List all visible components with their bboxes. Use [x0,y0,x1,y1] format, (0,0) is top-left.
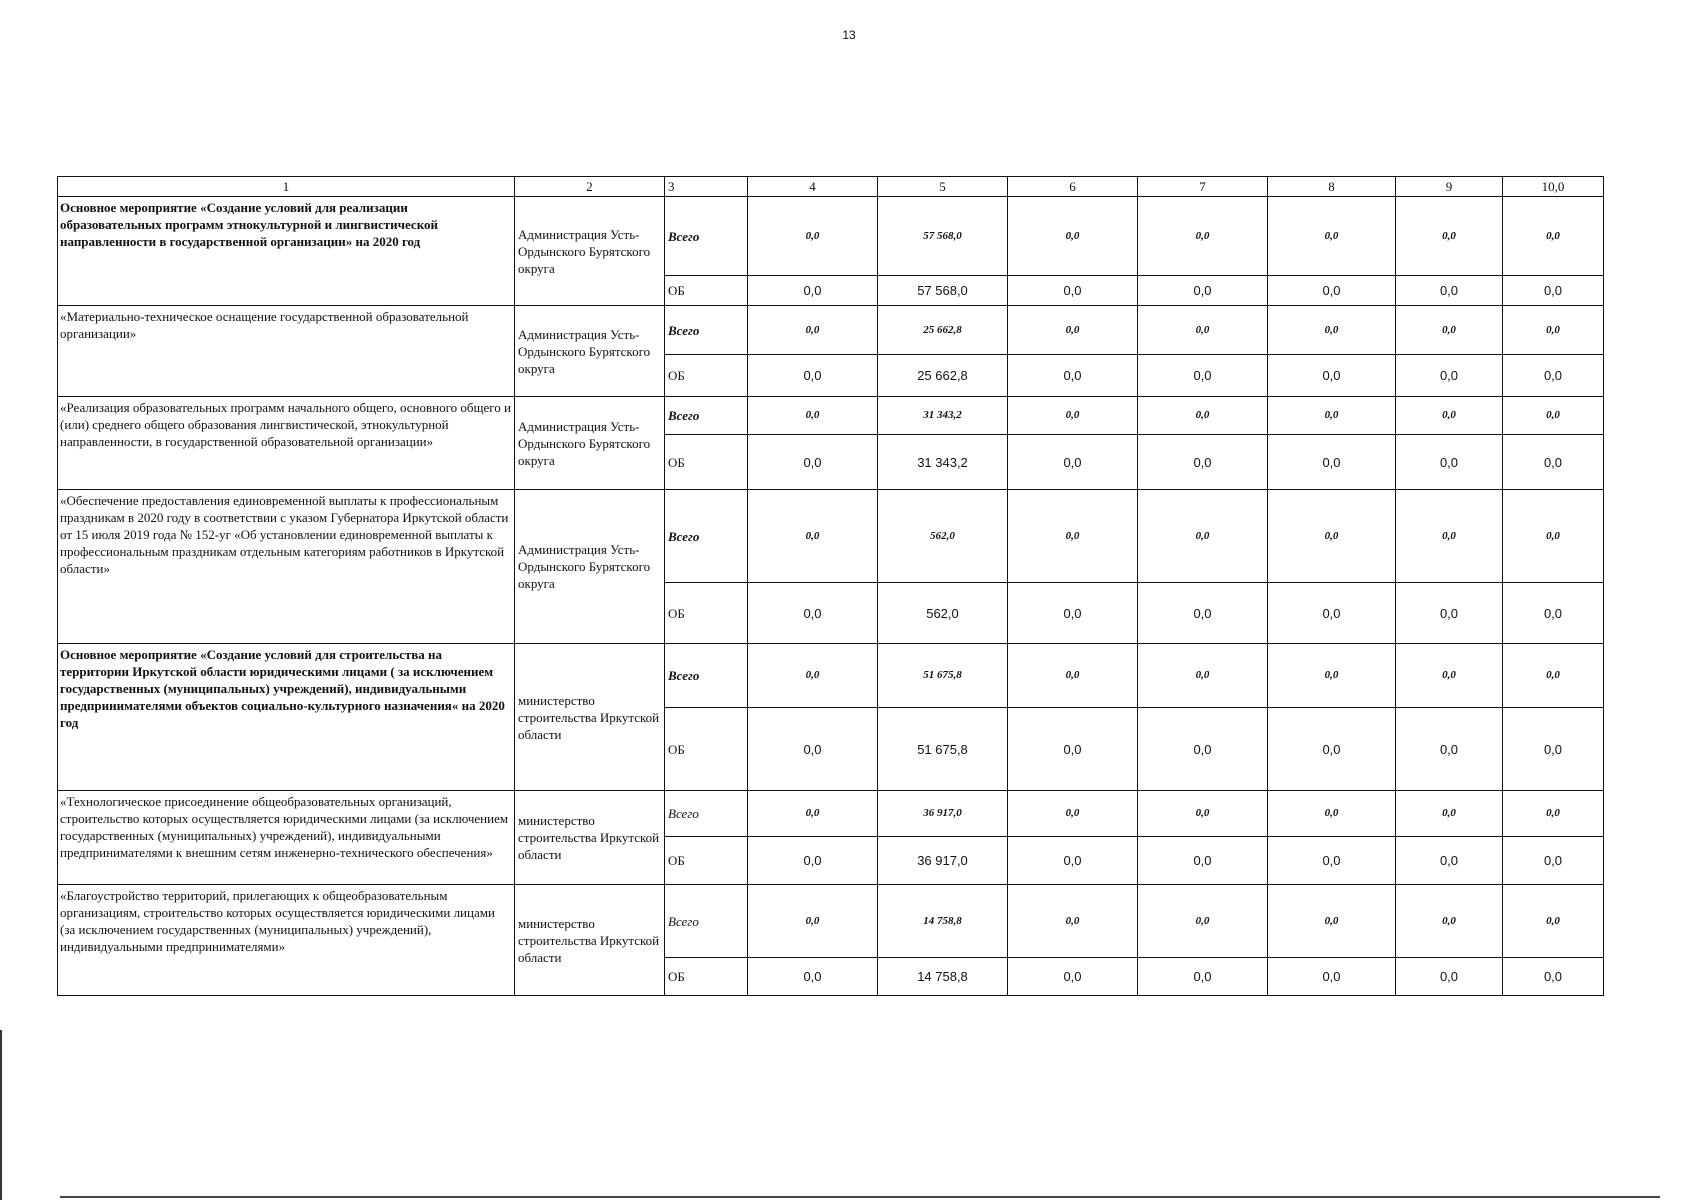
total-value-col-10: 0,0 [1503,306,1604,355]
budget-table [57,176,1604,996]
ob-value-col-8: 0,0 [1268,958,1396,996]
funding-source-total: Всего [665,644,748,708]
header-cell-3: 3 [665,177,748,197]
table-row [58,397,1604,435]
ob-value-col-8: 0,0 [1268,583,1396,644]
ob-value-col-6: 0,0 [1008,708,1138,791]
ob-value-col-8: 0,0 [1268,708,1396,791]
total-value-col-10: 0,0 [1503,791,1604,837]
ob-value-col-7: 0,0 [1138,355,1268,397]
ob-value-col-4: 0,0 [748,958,878,996]
table-row [58,885,1604,958]
ob-value-col-9: 0,0 [1396,708,1503,791]
ob-value-col-5: 562,0 [878,583,1008,644]
funding-source-total: Всего [665,490,748,583]
funding-source-ob: ОБ [665,583,748,644]
total-value-col-4: 0,0 [748,197,878,276]
total-value-col-9: 0,0 [1396,306,1503,355]
ob-value-col-8: 0,0 [1268,435,1396,490]
executor: министерство строительства Иркутской области [515,791,665,885]
page-number: 13 [842,28,856,42]
total-value-col-8: 0,0 [1268,397,1396,435]
total-value-col-8: 0,0 [1268,644,1396,708]
total-value-col-8: 0,0 [1268,885,1396,958]
total-value-col-10: 0,0 [1503,197,1604,276]
total-value-col-7: 0,0 [1138,885,1268,958]
total-value-col-10: 0,0 [1503,644,1604,708]
ob-value-col-9: 0,0 [1396,583,1503,644]
scan-bottom-rule [60,1196,1660,1198]
ob-value-col-7: 0,0 [1138,276,1268,306]
header-row [58,177,1604,197]
funding-source-total: Всего [665,197,748,276]
ob-value-col-10: 0,0 [1503,958,1604,996]
scan-left-rule [0,1030,2,1200]
header-cell-9: 9 [1396,177,1503,197]
total-value-col-6: 0,0 [1008,197,1138,276]
total-value-col-5: 562,0 [878,490,1008,583]
activity-title: «Технологическое присоединение общеобразовательных организаций, строительство которых осуществляется юридическими лицами (за исключением государственных (муниципальных) учреждений), индивидуальными предпринимателями к внешним сетям инженерно-технического обеспечения» [58,791,515,885]
ob-value-col-8: 0,0 [1268,837,1396,885]
total-value-col-7: 0,0 [1138,490,1268,583]
ob-value-col-6: 0,0 [1008,435,1138,490]
activity-title: Основное мероприятие «Создание условий для реализации образовательных программ этнокультурной и лингвистической направленности в государственной организации» на 2020 год [58,197,515,306]
total-value-col-6: 0,0 [1008,885,1138,958]
ob-value-col-7: 0,0 [1138,583,1268,644]
ob-value-col-7: 0,0 [1138,708,1268,791]
ob-value-col-10: 0,0 [1503,276,1604,306]
total-value-col-5: 14 758,8 [878,885,1008,958]
executor: Администрация Усть-Ордынского Бурятского округа [515,490,665,644]
total-value-col-7: 0,0 [1138,791,1268,837]
ob-value-col-4: 0,0 [748,583,878,644]
header-cell-2: 2 [515,177,665,197]
total-value-col-7: 0,0 [1138,306,1268,355]
ob-value-col-10: 0,0 [1503,435,1604,490]
executor: Администрация Усть-Ордынского Бурятского округа [515,306,665,397]
total-value-col-4: 0,0 [748,397,878,435]
total-value-col-5: 51 675,8 [878,644,1008,708]
total-value-col-9: 0,0 [1396,644,1503,708]
ob-value-col-10: 0,0 [1503,355,1604,397]
total-value-col-5: 31 343,2 [878,397,1008,435]
total-value-col-4: 0,0 [748,791,878,837]
total-value-col-9: 0,0 [1396,397,1503,435]
ob-value-col-10: 0,0 [1503,583,1604,644]
ob-value-col-4: 0,0 [748,837,878,885]
ob-value-col-6: 0,0 [1008,276,1138,306]
ob-value-col-4: 0,0 [748,708,878,791]
ob-value-col-5: 14 758,8 [878,958,1008,996]
executor: Администрация Усть-Ордынского Бурятского округа [515,197,665,306]
funding-source-ob: ОБ [665,355,748,397]
executor: министерство строительства Иркутской области [515,644,665,791]
total-value-col-10: 0,0 [1503,885,1604,958]
total-value-col-6: 0,0 [1008,490,1138,583]
ob-value-col-10: 0,0 [1503,837,1604,885]
ob-value-col-6: 0,0 [1008,583,1138,644]
total-value-col-8: 0,0 [1268,791,1396,837]
ob-value-col-8: 0,0 [1268,355,1396,397]
header-cell-4: 4 [748,177,878,197]
funding-source-total: Всего [665,885,748,958]
ob-value-col-5: 31 343,2 [878,435,1008,490]
funding-source-total: Всего [665,397,748,435]
total-value-col-8: 0,0 [1268,306,1396,355]
header-cell-6: 6 [1008,177,1138,197]
table-row [58,644,1604,708]
total-value-col-8: 0,0 [1268,490,1396,583]
total-value-col-4: 0,0 [748,644,878,708]
ob-value-col-9: 0,0 [1396,435,1503,490]
ob-value-col-6: 0,0 [1008,355,1138,397]
funding-source-ob: ОБ [665,837,748,885]
executor: министерство строительства Иркутской области [515,885,665,996]
funding-source-ob: ОБ [665,435,748,490]
header-cell-8: 8 [1268,177,1396,197]
header-cell-1: 1 [58,177,515,197]
ob-value-col-6: 0,0 [1008,958,1138,996]
total-value-col-5: 57 568,0 [878,197,1008,276]
funding-source-total: Всего [665,791,748,837]
header-cell-7: 7 [1138,177,1268,197]
total-value-col-5: 36 917,0 [878,791,1008,837]
total-value-col-7: 0,0 [1138,197,1268,276]
ob-value-col-5: 57 568,0 [878,276,1008,306]
ob-value-col-4: 0,0 [748,276,878,306]
funding-source-ob: ОБ [665,276,748,306]
ob-value-col-8: 0,0 [1268,276,1396,306]
header-cell-10: 10,0 [1503,177,1604,197]
ob-value-col-4: 0,0 [748,355,878,397]
ob-value-col-7: 0,0 [1138,435,1268,490]
total-value-col-6: 0,0 [1008,791,1138,837]
total-value-col-9: 0,0 [1396,490,1503,583]
activity-title: «Благоустройство территорий, прилегающих к общеобразовательным организациям, строительство которых осуществляется юридическими лицами (за исключением государственных (муниципальных) учреждений), индивидуальными предпринимателями» [58,885,515,996]
total-value-col-9: 0,0 [1396,885,1503,958]
total-value-col-6: 0,0 [1008,644,1138,708]
total-value-col-7: 0,0 [1138,397,1268,435]
total-value-col-5: 25 662,8 [878,306,1008,355]
funding-source-ob: ОБ [665,958,748,996]
total-value-col-6: 0,0 [1008,306,1138,355]
ob-value-col-9: 0,0 [1396,355,1503,397]
ob-value-col-10: 0,0 [1503,708,1604,791]
total-value-col-9: 0,0 [1396,197,1503,276]
ob-value-col-7: 0,0 [1138,837,1268,885]
executor: Администрация Усть-Ордынского Бурятского округа [515,397,665,490]
ob-value-col-9: 0,0 [1396,958,1503,996]
funding-source-ob: ОБ [665,708,748,791]
total-value-col-7: 0,0 [1138,644,1268,708]
ob-value-col-5: 25 662,8 [878,355,1008,397]
ob-value-col-6: 0,0 [1008,837,1138,885]
ob-value-col-9: 0,0 [1396,276,1503,306]
table-row [58,306,1604,355]
activity-title: «Обеспечение предоставления единовременной выплаты к профессиональным праздникам в 2020 году в соответствии с указом Губернатора Иркутской области от 15 июля 2019 года № 152-уг «Об установлении единовременной выплаты к профессиональным праздникам отдельным категориям работников в Иркутской области» [58,490,515,644]
ob-value-col-5: 51 675,8 [878,708,1008,791]
table-row [58,791,1604,837]
total-value-col-10: 0,0 [1503,397,1604,435]
header-cell-5: 5 [878,177,1008,197]
activity-title: Основное мероприятие «Создание условий для строительства на территории Иркутской области юридическими лицами ( за исключением государственных (муниципальных) учреждений), индивидуальными предпринимателями объектов социально-культурного назначения« на 2020 год [58,644,515,791]
total-value-col-8: 0,0 [1268,197,1396,276]
total-value-col-4: 0,0 [748,306,878,355]
ob-value-col-7: 0,0 [1138,958,1268,996]
total-value-col-4: 0,0 [748,885,878,958]
total-value-col-10: 0,0 [1503,490,1604,583]
activity-title: «Реализация образовательных программ начального общего, основного общего и (или) среднего общего образования лингвистической, этнокультурной направленности, в государственной образовательной организации» [58,397,515,490]
activity-title: «Материально-техническое оснащение государственной образовательной организации» [58,306,515,397]
total-value-col-9: 0,0 [1396,791,1503,837]
table-row [58,197,1604,276]
ob-value-col-4: 0,0 [748,435,878,490]
total-value-col-6: 0,0 [1008,397,1138,435]
funding-source-total: Всего [665,306,748,355]
ob-value-col-9: 0,0 [1396,837,1503,885]
ob-value-col-5: 36 917,0 [878,837,1008,885]
total-value-col-4: 0,0 [748,490,878,583]
table-row [58,490,1604,583]
